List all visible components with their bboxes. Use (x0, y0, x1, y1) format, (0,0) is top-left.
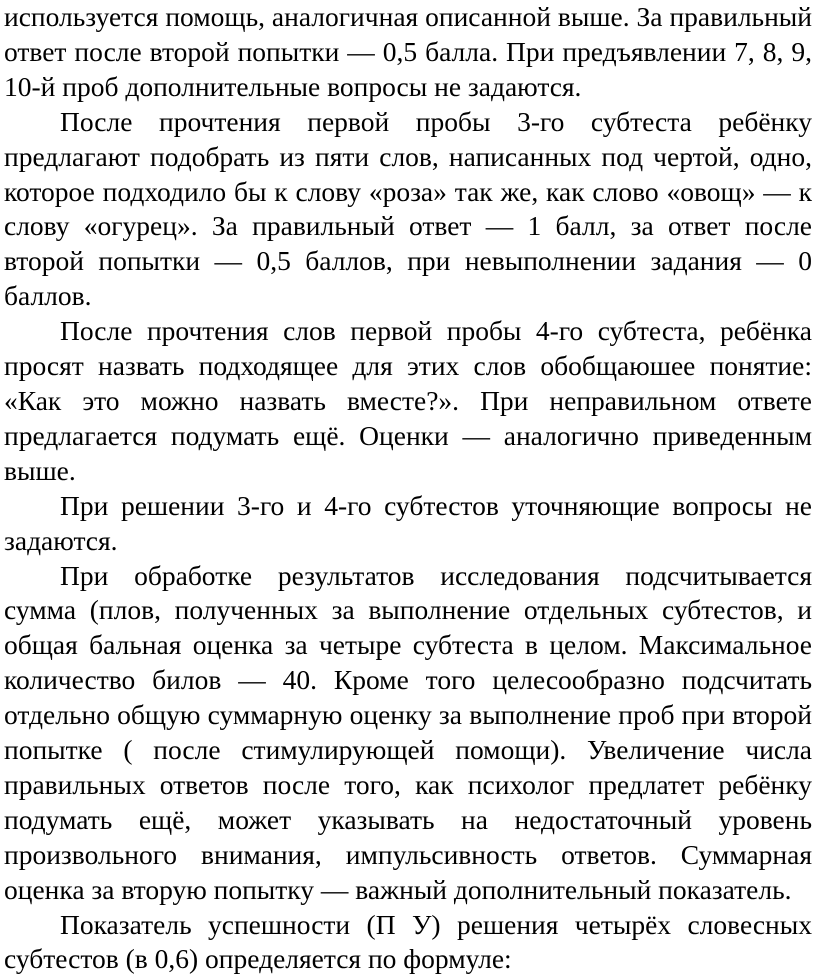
paragraph-subtest-4: После прочтения слов первой пробы 4-го субтеста, ребёнка просят назвать подходящее для этих слов обобщаюшее понятие: «Как это можно назвать вместе?». При неправильном ответе предлагается подумать ещё. Оценки — аналогично приведенным выше. (4, 315, 812, 486)
paragraph-success-indicator: Показатель успешности (П У) решения четырёх словесных субтестов (в 0,6) определяется по формуле: (4, 908, 812, 975)
document-page (4, 0, 812, 977)
paragraph-processing-results: При обработке результатов исследования подсчитывается сумма (плов, полученных за выполнение отдельных субтестов, и общая бальная оценка за четыре субтеста в целом. Максимальное количество билов — 40. Кроме того целесообразно подсчитать отдельно общую суммарную оценку за выполнение проб при второй попытке ( после стимулирующей помощи). Увеличение числа правильных ответов после того, как психолог предлатет ребёнку подумать ещё, может указывать на недостаточный уровень произвольного внимания, импульсивность ответов. Суммарная оценка за вторую попытку — важный дополнительный показатель. (4, 559, 812, 905)
paragraph-no-questions: При решении 3-го и 4-го субтестов уточняющие вопросы не задаются. (4, 489, 812, 556)
paragraph-continuation: используется помощь, аналогичная описанной выше. За правильный ответ после второй попытки — 0,5 балла. При предъявлении 7, 8, 9, 10-й проб дополнительные вопросы не задаются. (4, 1, 812, 102)
paragraph-subtest-3: После прочтения первой пробы 3-го субтеста ребёнку предлагают подобрать из пяти слов, написанных под чертой, одно, которое подходило бы к слову «роза» так же, как слово «овощ» — к слову «огурец». За правильный ответ — 1 балл, за ответ после второй попытки — 0,5 баллов, при невыполнении задания — 0 баллов. (4, 105, 812, 312)
